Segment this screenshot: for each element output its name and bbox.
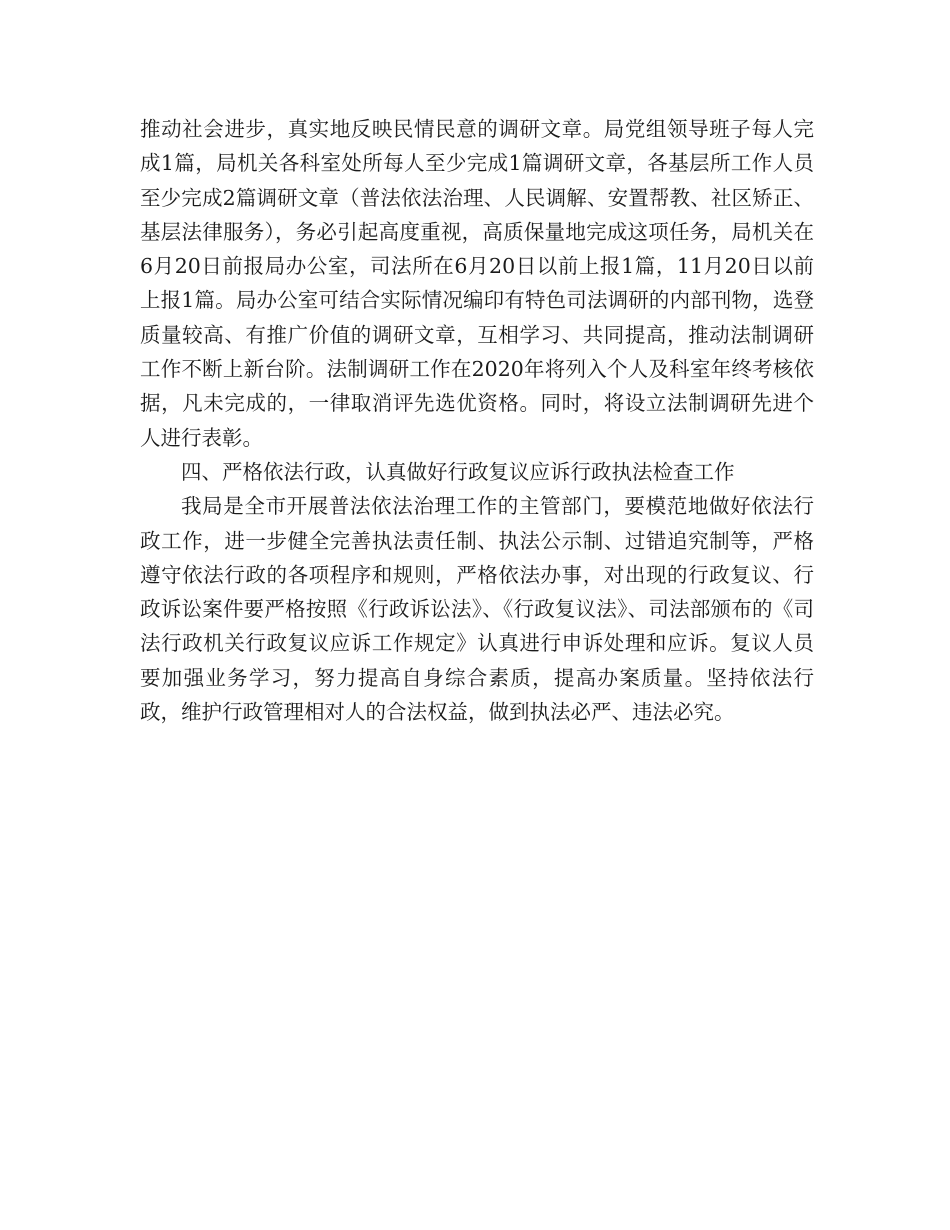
document-body xyxy=(140,112,814,729)
paragraph-body: 我局是全市开展普法依法治理工作的主管部门，要模范地做好依法行政工作，进一步健全完善执法责任制、执法公示制、过错追究制等，严格遵守依法行政的各项程序和规则，严格依法办事，对出现的行政复议、行政诉讼案件要严格按照《行政诉讼法》、《行政复议法》、司法部颁布的《司法行政机关行政复议应诉工作规定》认真进行申诉处理和应诉。复议人员要加强业务学习，努力提高自身综合素质，提高办案质量。坚持依法行政，维护行政管理相对人的合法权益，做到执法必严、违法必究。 xyxy=(140,494,814,725)
section-heading: 四、严格依法行政，认真做好行政复议应诉行政执法检查工作 xyxy=(181,459,735,484)
paragraph-continuation: 推动社会进步，真实地反映民情民意的调研文章。局党组领导班子每人完成1篇，局机关各科室处所每人至少完成1篇调研文章，各基层所工作人员至少完成2篇调研文章（普法依法治理、人民调解、安置帮教、社区矫正、基层法律服务），务必引起高度重视，高质保量地完成这项任务，局机关在6月20日前报局办公室，司法所在6月20日以前上报1篇，11月20日以前上报1篇。局办公室可结合实际情况编印有特色司法调研的内部刊物，选登质量较高、有推广价值的调研文章，互相学习、共同提高，推动法制调研工作不断上新台阶。法制调研工作在2020年将列入个人及科室年终考核依据，凡未完成的，一律取消评先选优资格。同时，将设立法制调研先进个人进行表彰。 xyxy=(140,117,814,450)
